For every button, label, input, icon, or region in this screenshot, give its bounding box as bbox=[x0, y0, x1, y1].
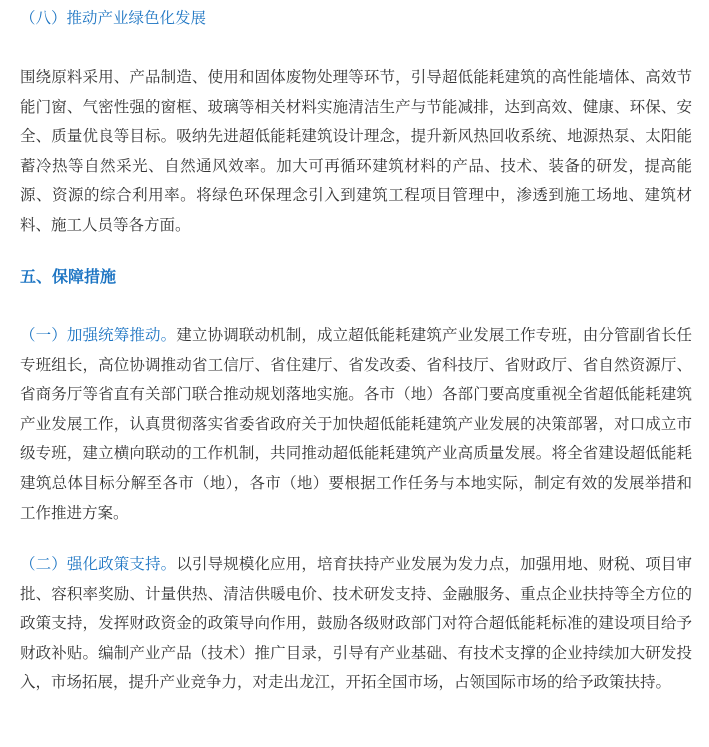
paragraph-green-development: 围绕原料采用、产品制造、使用和固体废物处理等环节，引导超低能耗建筑的高性能墙体、高效节能门窗、气密性强的窗框、玻璃等相关材料实施清洁生产与节能减排，达到高效、健康、环保、安全、质量优良等目标。吸纳先进超低能耗建筑设计理念，提升新风热回收系统、地源热泵、太阳能蓄冷热等自然采光、自然通风效率。加大可再循环建筑材料的产品、技术、装备的研发，提高能源、资源的综合利用率。将绿色环保理念引入到建筑工程项目管理中，渗透到施工场地、建筑材料、施工人员等各方面。 bbox=[20, 68, 692, 234]
measure-lead-coordination: （一）加强统筹推动。 bbox=[20, 326, 177, 344]
subheading-promote-green-industry: （八）推动产业绿色化发展 bbox=[20, 9, 207, 27]
paragraph-policy-support bbox=[20, 550, 692, 698]
measure-lead-policy: （二）强化政策支持。 bbox=[20, 555, 177, 573]
paragraph-strengthen-coordination bbox=[20, 321, 692, 528]
section-title-safeguard-measures: 五、保障措施 bbox=[20, 267, 117, 286]
measure-body-coordination: 建立协调联动机制，成立超低能耗建筑产业发展工作专班，由分管副省长任专班组长，高位协调推动省工信厅、省住建厅、省发改委、省科技厅、省财政厅、省自然资源厅、省商务厅等省直有关部门联合推动规划落地实施。各市（地）各部门要高度重视全省超低能耗建筑产业发展工作，认真贯彻落实省委省政府关于加快超低能耗建筑产业发展的决策部署，对口成立市级专班，建立横向联动的工作机制，共同推动超低能耗建筑产业高质量发展。将全省建设超低能耗建筑总体目标分解至各市（地），各市（地）要根据工作任务与本地实际，制定有效的发展举措和工作推进方案。 bbox=[20, 326, 692, 522]
measure-body-policy: 以引导规模化应用，培育扶持产业发展为发力点，加强用地、财税、项目审批、容积率奖励、计量供热、清洁供暖电价、技术研发支持、金融服务、重点企业扶持等全方位的政策支持，发挥财政资金的政策导向作用，鼓励各级财政部门对符合超低能耗标准的建设项目给予财政补贴。编制产业产品（技术）推广目录，引导有产业基础、有技术支撑的企业持续加大研发投入，市场拓展，提升产业竞争力，对走出龙江，开拓全国市场，占领国际市场的给予政策扶持。 bbox=[20, 555, 692, 692]
